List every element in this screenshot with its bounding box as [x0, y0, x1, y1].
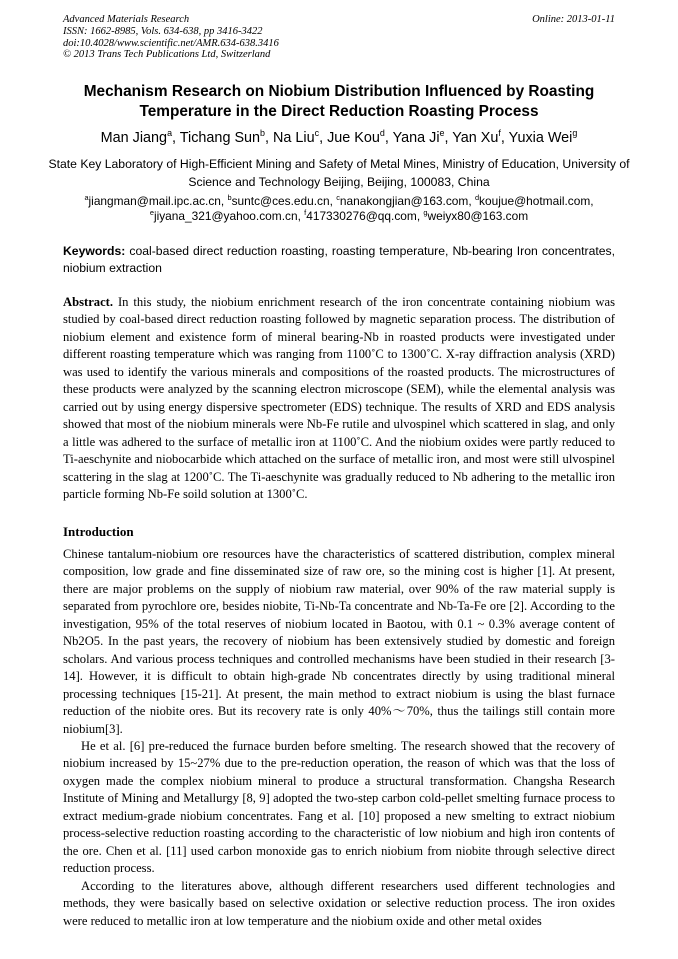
- email-entry[interactable]: $^f$417330276@qq.com: [304, 208, 417, 223]
- keywords: [63, 243, 615, 276]
- author: Na Liu$^c$: [273, 128, 320, 146]
- email-list: [40, 194, 638, 224]
- author: Jue Kou$^d$: [327, 128, 385, 146]
- paragraph: He et al. [6] pre-reduced the furnace burden before smelting. The research showed that the recovery of niobium increased by 15~27% due to the pre-reduction operation, the reason of which was that the loss of oxygen made the complex niobium mineral to produce a structural transformation. Changsha Research Institute of Mining and Metallurgy [8, 9] adopted the two-step carbon cold-pellet smelting furnace process to extract medium-grade niobium concentrates. Fang et al. [10] proposed a new smelting to extract niobium process-selective reduction roasting according to the characteristic of low niobium and high iron contents of the ore. Chen et al. [11] used carbon monoxide gas to enrich niobium from niobite through selective direct reduction process.: [63, 738, 615, 876]
- author-mark: f: [498, 128, 501, 139]
- affiliation: State Key Laboratory of High-Efficient Mining and Safety of Metal Mines, Ministry of Education, University of Science and Technology Beijing, Beijing, 100083, China: [48, 157, 630, 189]
- author-mark: d: [379, 128, 385, 139]
- author-separator: ,: [500, 130, 509, 146]
- email-line: $^e$jiyana_321@yahoo.com.cn, $^f$417330276@qq.com, $^g$weiyx80@163.com: [149, 208, 529, 223]
- author-mark: g: [572, 128, 578, 139]
- paper-title: Mechanism Research on Niobium Distribution Influenced by Roasting Temperature in the Direct Reduction Roasting Process: [83, 83, 595, 120]
- keywords-label: Keywords:: [63, 244, 126, 258]
- email-entry[interactable]: $^g$weiyx80@163.com: [423, 208, 529, 223]
- issn-line: ISSN: 1662-8985, Vols. 634-638, pp 3416-3422: [63, 25, 263, 37]
- author-separator: ,: [265, 130, 274, 146]
- author-separator: ,: [384, 130, 393, 146]
- author-list: [30, 129, 648, 147]
- journal-name: Advanced Materials Research: [63, 14, 190, 25]
- author-mark: a: [167, 128, 173, 139]
- email-entry[interactable]: $^e$jiyana_321@yahoo.com.cn: [149, 208, 298, 223]
- author: Tichang Sun$^b$: [179, 128, 266, 146]
- email-entry[interactable]: $^d$koujue@hotmail.com: [474, 193, 591, 208]
- email-entry[interactable]: $^b$suntc@ces.edu.cn: [227, 193, 330, 208]
- paragraph: According to the literatures above, although different researchers used different technologies and methods, they were basically based on selective oxidation or selective reduction process. The iron oxides were reduced to metallic iron at low temperature and the niobium oxide and other metal oxides: [63, 878, 615, 928]
- abstract-label: Abstract.: [63, 295, 114, 309]
- author-separator: ,: [172, 130, 180, 146]
- author-mark: b: [260, 128, 266, 139]
- keywords-text: coal-based direct reduction roasting, roasting temperature, Nb-bearing Iron concentrates, niobium extraction: [63, 244, 616, 275]
- email-line: $^a$jiangman@mail.ipc.ac.cn, $^b$suntc@ces.edu.cn, $^c$nanakongjian@163.com, $^d$koujue@hotmail.com,: [84, 193, 594, 208]
- paragraph: Chinese tantalum-niobium ore resources have the characteristics of scattered distribution, complex mineral composition, low grade and fine disseminated size of raw ore, so the mining cost is higher [1]. At present, there are major problems on the supply of niobium raw material, over 90% of the raw material supply is separated from pyrochlore ore, besides niobite, Ti-Nb-Ta concentrate and Nb-Ta-Fe ore [2]. According to the investigation, 95% of the total reserves of niobium located in Baotou, with 0.1 ~ 0.3% average content of Nb2O5. In the past years, the recovery of niobium has been extensively studied by domestic and foreign scholars. And various process techniques and controlled mechanisms have been studied in their research [3-14]. However, it is difficult to obtain high-grade Nb concentrates directly by using traditional mineral processing techniques [15-21]. At present, the main method to extract niobium is using the blast furnace reduction of the niobite ores. But its recovery rate is only 40%～70%, thus the tailings still contain more niobium[3].: [63, 547, 615, 736]
- author: Yan Xu$^f$: [452, 128, 501, 146]
- section-heading-introduction: Introduction: [63, 524, 134, 539]
- author-mark: e: [439, 128, 445, 139]
- abstract: [63, 294, 615, 503]
- doi-line: doi:10.4028/www.scientific.net/AMR.634-638.3416: [63, 37, 279, 49]
- copyright-line: © 2013 Trans Tech Publications Ltd, Switzerland: [63, 49, 271, 61]
- author: Yuxia Wei$^g$: [508, 128, 578, 146]
- introduction-body: [63, 546, 615, 930]
- online-date: Online: 2013-01-11: [532, 14, 615, 25]
- journal-header: [63, 14, 615, 61]
- author: Man Jiang$^a$: [100, 128, 173, 146]
- author-separator: ,: [319, 130, 328, 146]
- author: Yana Ji$^e$: [392, 128, 445, 146]
- author-mark: c: [314, 128, 320, 139]
- email-entry[interactable]: $^a$jiangman@mail.ipc.ac.cn: [84, 193, 221, 208]
- abstract-text: In this study, the niobium enrichment research of the iron concentrate containing niobium was studied by coal-based direct reduction roasting followed by magnetic separation process. The distribution of niobium element and existence form of mineral bearing-Nb in roasted products were investigated under different roasting temperature which was ranging from 1100˚C to 1300˚C. X-ray diffraction analysis (XRD) was used to identify the various minerals and compositions of the roasted products. The microstructures of these products were analyzed by the scanning electron microscope (SEM), while the elemental analysis was carried out by using energy dispersive spectrometer (EDS) technique. The results of XRD and EDS analysis showed that most of the niobium minerals were Nb-Fe rutile and ulvospinel which scattered in slag, and only a little was adhered to the surface of metallic iron at 1100˚C. And the niobium oxides were partly reduced to Ti-aeschynite and niobocarbide which attached on the surface of metallic iron, and most were still ulvospinel scattering in the slag at 1200˚C. The Ti-aeschynite was gradually reduced to Nb adhering to the metallic iron particle forming Nb-Fe soild solution at 1300˚C.: [63, 295, 615, 501]
- email-entry[interactable]: $^c$nanakongjian@163.com: [336, 193, 469, 208]
- author-separator: ,: [444, 130, 453, 146]
